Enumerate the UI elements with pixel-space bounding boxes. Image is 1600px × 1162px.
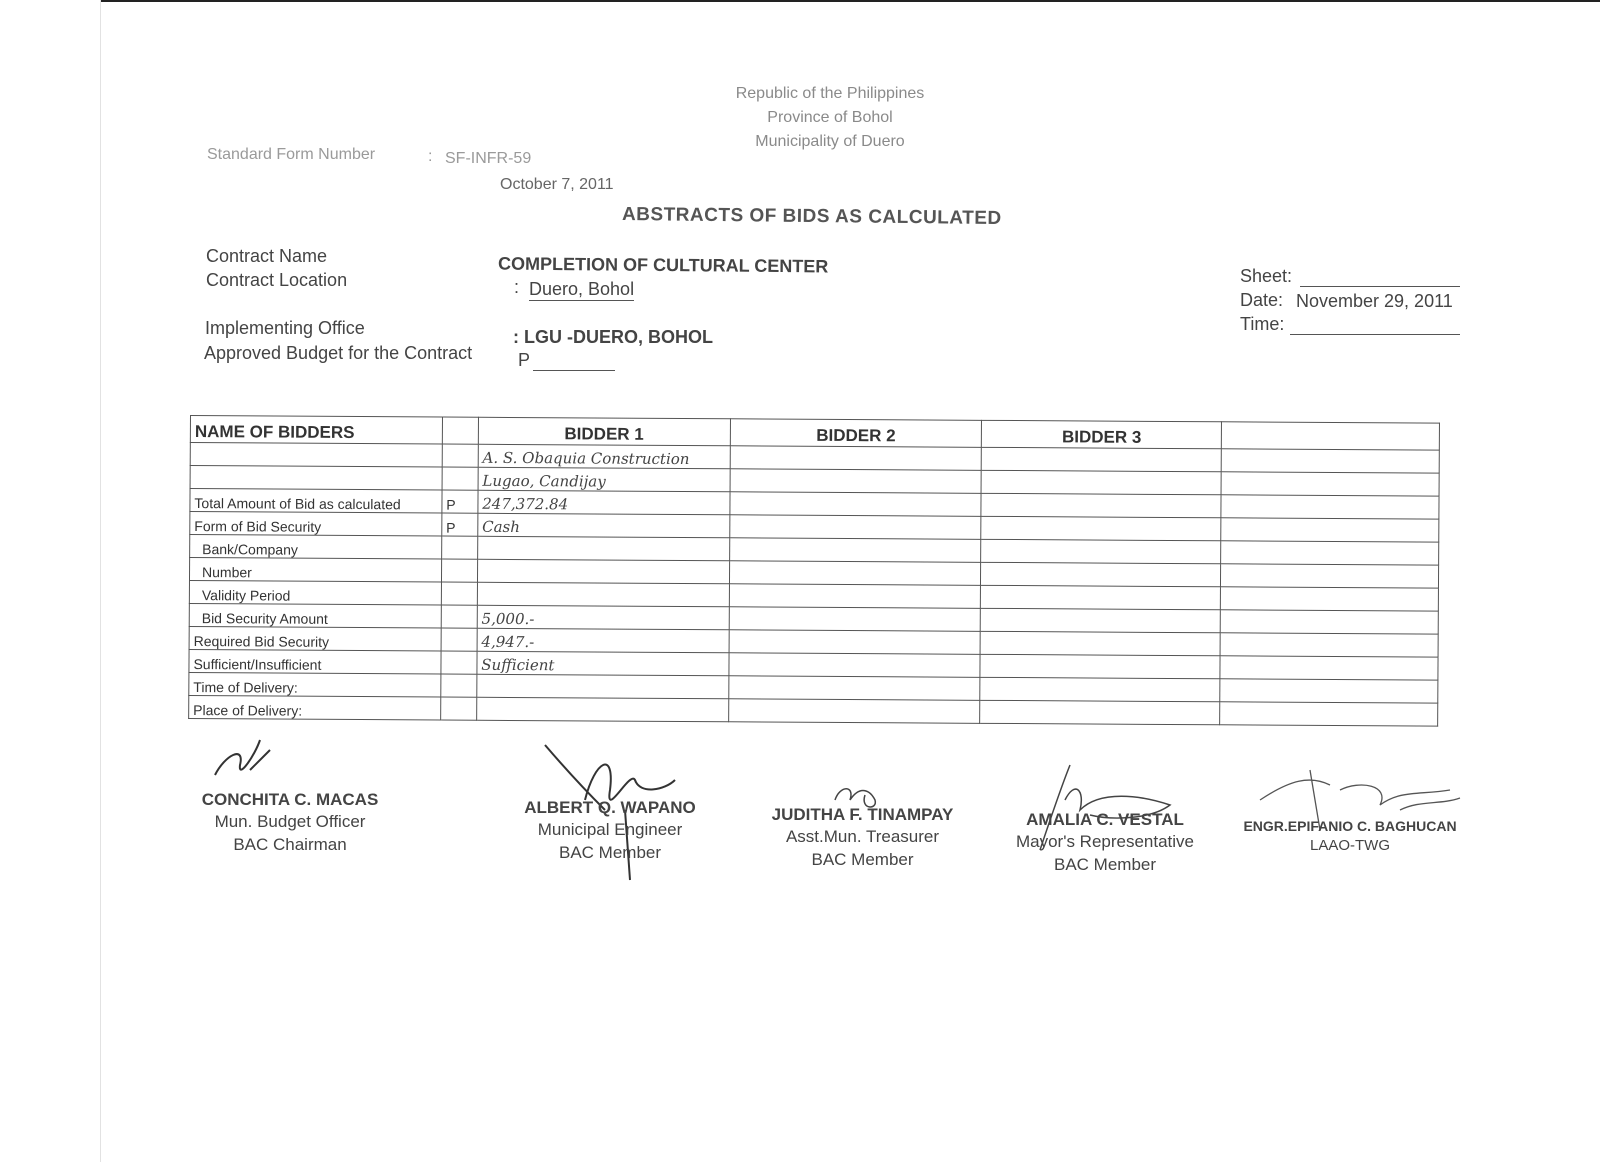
date-value: November 29, 2011 bbox=[1296, 291, 1453, 311]
signatory-name: CONCHITA C. MACAS bbox=[201, 790, 379, 809]
signature-macas bbox=[210, 735, 280, 785]
bidder-1-value: 247,372.84 bbox=[478, 490, 730, 515]
bidder-1-value: Sufficient bbox=[477, 651, 729, 676]
row-label: Place of Delivery: bbox=[189, 695, 441, 720]
row-label: Bid Security Amount bbox=[189, 603, 441, 628]
standard-form-number: SF-INFR-59 bbox=[445, 150, 532, 167]
header-municipality: Municipality of Duero bbox=[755, 133, 905, 150]
signatory-position: LAAO-TWG bbox=[1309, 837, 1390, 854]
row-label: Total Amount of Bid as calculated bbox=[190, 489, 442, 514]
header-republic: Republic of the Philippines bbox=[735, 85, 925, 102]
signatory-tinampay bbox=[745, 805, 980, 871]
sheet-line bbox=[1300, 286, 1460, 287]
signatory-vestal bbox=[990, 810, 1220, 876]
row-currency: P bbox=[442, 513, 478, 536]
row-label: Form of Bid Security bbox=[190, 512, 442, 537]
signatory-baghucan bbox=[1225, 818, 1475, 857]
sheet-label: Sheet: bbox=[1240, 266, 1293, 286]
contract-name-value: COMPLETION OF CULTURAL CENTER bbox=[497, 253, 829, 277]
header-bidder-3: BIDDER 3 bbox=[982, 420, 1222, 448]
signatory-role: BAC Member bbox=[1053, 855, 1157, 874]
row-label: Time of Delivery: bbox=[189, 672, 441, 697]
form-date: October 7, 2011 bbox=[500, 176, 614, 193]
signatory-name: ENGR.EPIFANIO C. BAGHUCAN bbox=[1243, 818, 1457, 834]
signatory-wapano bbox=[500, 798, 720, 864]
row-label: Validity Period bbox=[189, 580, 441, 605]
contract-location-sep: : bbox=[514, 277, 520, 297]
bidder-1-value: 5,000.- bbox=[477, 605, 729, 630]
signatory-name: AMALIA C. VESTAL bbox=[1026, 810, 1184, 829]
row-label: Sufficient/Insufficient bbox=[189, 649, 441, 674]
row-currency: P bbox=[442, 490, 478, 513]
bidder-1-value: Cash bbox=[478, 513, 730, 538]
approved-budget-label: Approved Budget for the Contract bbox=[204, 343, 473, 363]
bidder-1-value bbox=[477, 536, 729, 561]
time-line bbox=[1290, 334, 1460, 335]
implementing-office-value: : LGU -DUERO, BOHOL bbox=[513, 327, 713, 347]
bidder-1-name: A. S. Obaquia Construction bbox=[478, 444, 730, 469]
signatory-position: Mayor's Representative bbox=[1015, 832, 1195, 851]
bidder-1-value bbox=[476, 697, 728, 722]
bidder-1-value bbox=[477, 582, 729, 607]
signatory-name: ALBERT Q. WAPANO bbox=[524, 798, 696, 817]
header-province: Province of Bohol bbox=[767, 109, 893, 126]
bidder-1-address: Lugao, Candijay bbox=[478, 467, 730, 492]
row-label: Number bbox=[189, 558, 441, 583]
page-left-edge bbox=[100, 0, 101, 1162]
header-bidder-2: BIDDER 2 bbox=[730, 419, 982, 448]
page-top-edge bbox=[100, 0, 1600, 2]
contract-location-value: Duero, Bohol bbox=[529, 279, 635, 299]
time-label: Time: bbox=[1240, 314, 1285, 334]
standard-form-label: Standard Form Number bbox=[207, 146, 376, 163]
row-label: Bank/Company bbox=[190, 535, 442, 560]
approved-budget-line bbox=[533, 370, 615, 371]
signatory-name: JUDITHA F. TINAMPAY bbox=[771, 805, 954, 824]
signatory-role: BAC Chairman bbox=[233, 835, 347, 854]
signatory-role: BAC Member bbox=[811, 850, 914, 869]
contract-name-label: Contract Name bbox=[206, 246, 328, 266]
signatory-position: Mun. Budget Officer bbox=[214, 812, 366, 831]
standard-form-sep: : bbox=[428, 148, 433, 165]
row-label: Required Bid Security bbox=[189, 626, 441, 651]
bidder-1-value bbox=[477, 674, 729, 699]
contract-location-label: Contract Location bbox=[206, 270, 348, 290]
bidder-1-value: 4,947.- bbox=[477, 628, 729, 653]
signatory-position: Asst.Mun. Treasurer bbox=[785, 827, 940, 846]
document-title: ABSTRACTS OF BIDS AS CALCULATED bbox=[621, 204, 1002, 229]
signatory-macas bbox=[180, 790, 400, 856]
signatory-role: BAC Member bbox=[558, 843, 662, 862]
bids-table bbox=[188, 415, 1440, 727]
approved-budget-value: P bbox=[518, 350, 531, 370]
date-label: Date: bbox=[1240, 290, 1284, 310]
header-bidder-1: BIDDER 1 bbox=[478, 417, 730, 446]
bidder-1-value bbox=[477, 559, 729, 584]
implementing-office-label: Implementing Office bbox=[205, 318, 365, 338]
signatory-position: Municipal Engineer bbox=[537, 820, 683, 839]
header-name-of-bidders: NAME OF BIDDERS bbox=[190, 416, 442, 445]
